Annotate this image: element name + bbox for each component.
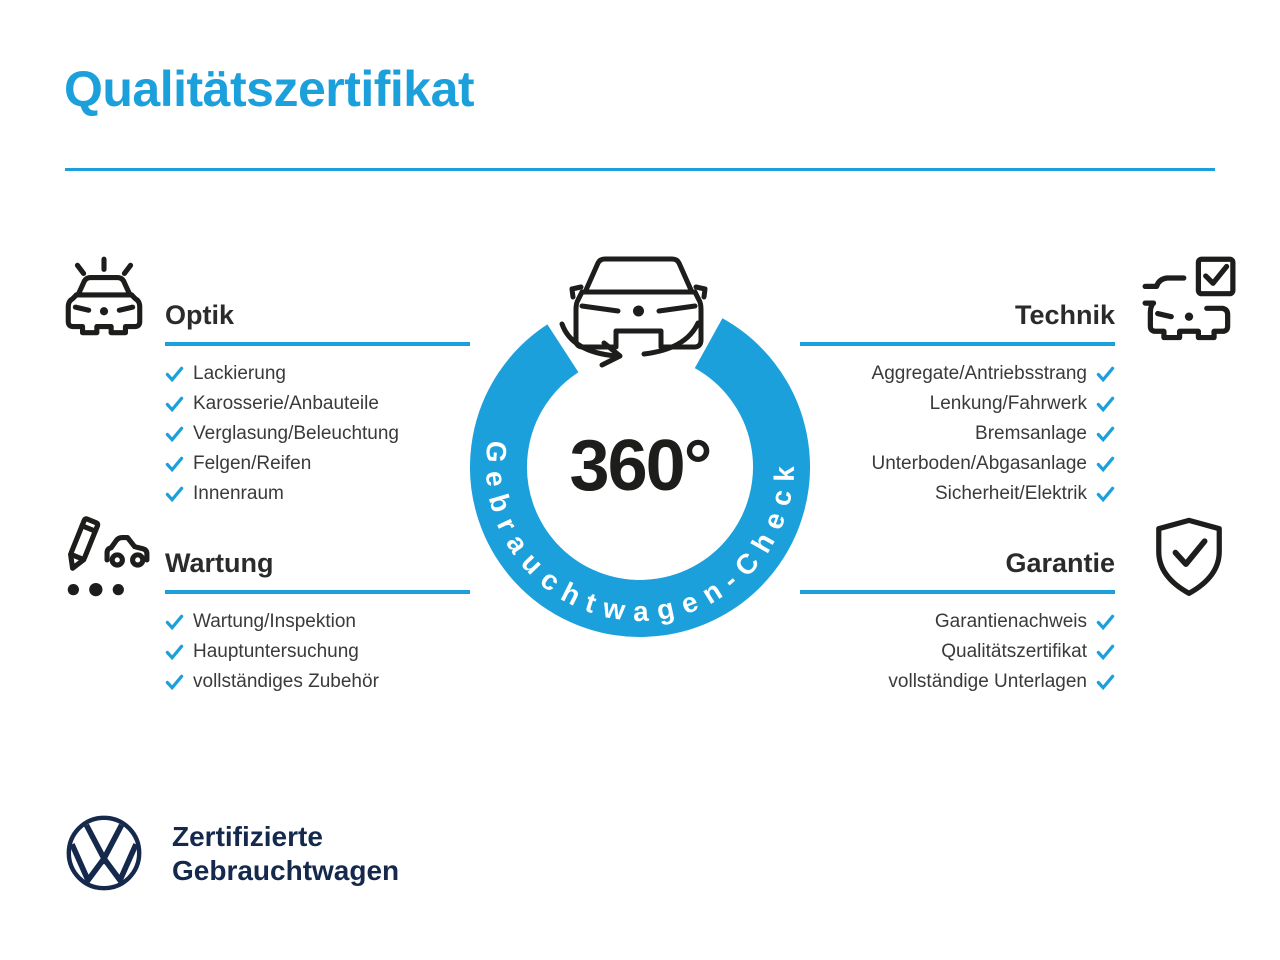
rotating-car-icon [562,259,705,365]
checklist-label: Wartung/Inspektion [193,611,356,632]
ring-curved-text: Gebrauchtwagen-Check [479,439,801,628]
wartung-checklist [165,607,470,697]
footer-claim-line2: Gebrauchtwagen [172,855,400,886]
checklist-label: vollständiges Zubehör [193,671,379,692]
check-icon [1096,455,1115,474]
list-item [165,359,470,389]
checklist-label: Innenraum [193,483,284,504]
check-icon [1096,485,1115,504]
shield-check-icon [1140,514,1238,608]
check-icon [165,395,184,414]
section-garantie-title: Garantie [800,548,1115,594]
checklist-label: Unterboden/Abgasanlage [871,453,1087,474]
list-item [800,667,1115,697]
list-item [165,637,470,667]
title-divider [65,168,1215,171]
footer-claim-line1: Zertifizierte [172,821,323,852]
checklist-label: Lackierung [193,363,286,384]
check-icon [165,365,184,384]
check-icon [165,455,184,474]
shining-car-icon [56,252,152,346]
section-wartung-title: Wartung [165,548,470,594]
check-icon [1096,613,1115,632]
checklist-label: Sicherheit/Elektrik [934,483,1087,504]
service-checklist-icon [56,514,152,608]
checklist-label: Felgen/Reifen [193,453,312,474]
list-item [165,449,470,479]
check-icon [165,673,184,692]
car-checkbox-icon [1134,254,1244,348]
list-item [800,389,1115,419]
checklist-label: Bremsanlage [975,423,1087,444]
page-title: Qualitätszertifikat [64,61,475,117]
technik-checklist [800,359,1115,509]
section-garantie [800,548,1115,697]
360-degree-label: 360° [569,426,711,506]
check-icon [1096,643,1115,662]
checklist-label: Garantienachweis [934,611,1087,632]
list-item [165,667,470,697]
check-icon [1096,673,1115,692]
checklist-label: Aggregate/Antriebsstrang [871,363,1087,384]
list-item [165,419,470,449]
list-item [800,479,1115,509]
check-icon [1096,395,1115,414]
list-item [800,449,1115,479]
list-item [800,637,1115,667]
vw-logo [64,813,144,893]
360-check-graphic [450,250,830,660]
check-icon [165,643,184,662]
optik-checklist [165,359,470,509]
section-wartung [165,548,470,697]
list-item [800,419,1115,449]
list-item [165,479,470,509]
checklist-label: Lenkung/Fahrwerk [929,393,1087,414]
checklist-label: Qualitätszertifikat [941,641,1087,662]
list-item [800,359,1115,389]
checklist-label: Karosserie/Anbauteile [193,393,379,414]
section-technik [800,300,1115,509]
list-item [800,607,1115,637]
footer-claim [172,820,399,888]
check-icon [1096,365,1115,384]
list-item [165,607,470,637]
section-optik-title: Optik [165,300,470,346]
check-icon [165,425,184,444]
checklist-label: vollständige Unterlagen [888,671,1087,692]
check-icon [1096,425,1115,444]
checklist-label: Verglasung/Beleuchtung [193,423,399,444]
section-optik [165,300,470,509]
check-icon [165,613,184,632]
checklist-label: Hauptuntersuchung [193,641,359,662]
check-icon [165,485,184,504]
list-item [165,389,470,419]
garantie-checklist [800,607,1115,697]
section-technik-title: Technik [800,300,1115,346]
